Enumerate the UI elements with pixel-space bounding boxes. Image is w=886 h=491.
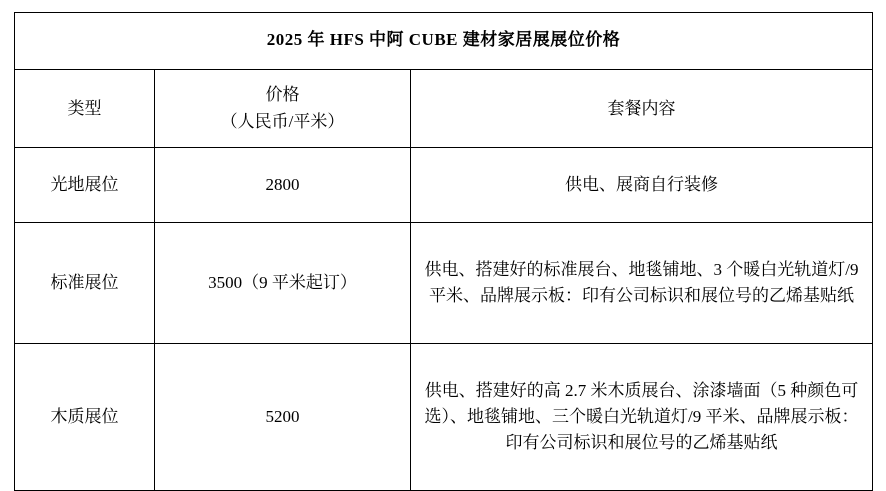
table-title-row <box>15 13 873 70</box>
cell-type: 木质展位 <box>15 344 155 491</box>
booth-price-table <box>14 12 873 491</box>
cell-content: 供电、搭建好的标准展台、地毯铺地、3 个暖白光轨道灯/9 平米、品牌展示板：印有公司标识和展位号的乙烯基贴纸 <box>411 223 873 344</box>
cell-content: 供电、展商自行装修 <box>411 148 873 223</box>
cell-type: 光地展位 <box>15 148 155 223</box>
table-row <box>15 148 873 223</box>
column-header-content: 套餐内容 <box>411 70 873 148</box>
cell-price: 3500（9 平米起订） <box>155 223 411 344</box>
table-row <box>15 344 873 491</box>
page-title: 2025 年 HFS 中阿 CUBE 建材家居展展位价格 <box>15 13 873 70</box>
table-row <box>15 223 873 344</box>
column-header-price-line2: （人民币/平米） <box>220 111 345 131</box>
cell-price: 2800 <box>155 148 411 223</box>
column-header-price <box>155 70 411 148</box>
cell-content: 供电、搭建好的高 2.7 米木质展台、涂漆墙面（5 种颜色可选）、地毯铺地、三个暖白光轨道灯/9 平米、品牌展示板：印有公司标识和展位号的乙烯基贴纸 <box>411 344 873 491</box>
column-header-type: 类型 <box>15 70 155 148</box>
table-header-row <box>15 70 873 148</box>
column-header-price-line1: 价格 <box>265 85 300 105</box>
cell-price: 5200 <box>155 344 411 491</box>
cell-type: 标准展位 <box>15 223 155 344</box>
